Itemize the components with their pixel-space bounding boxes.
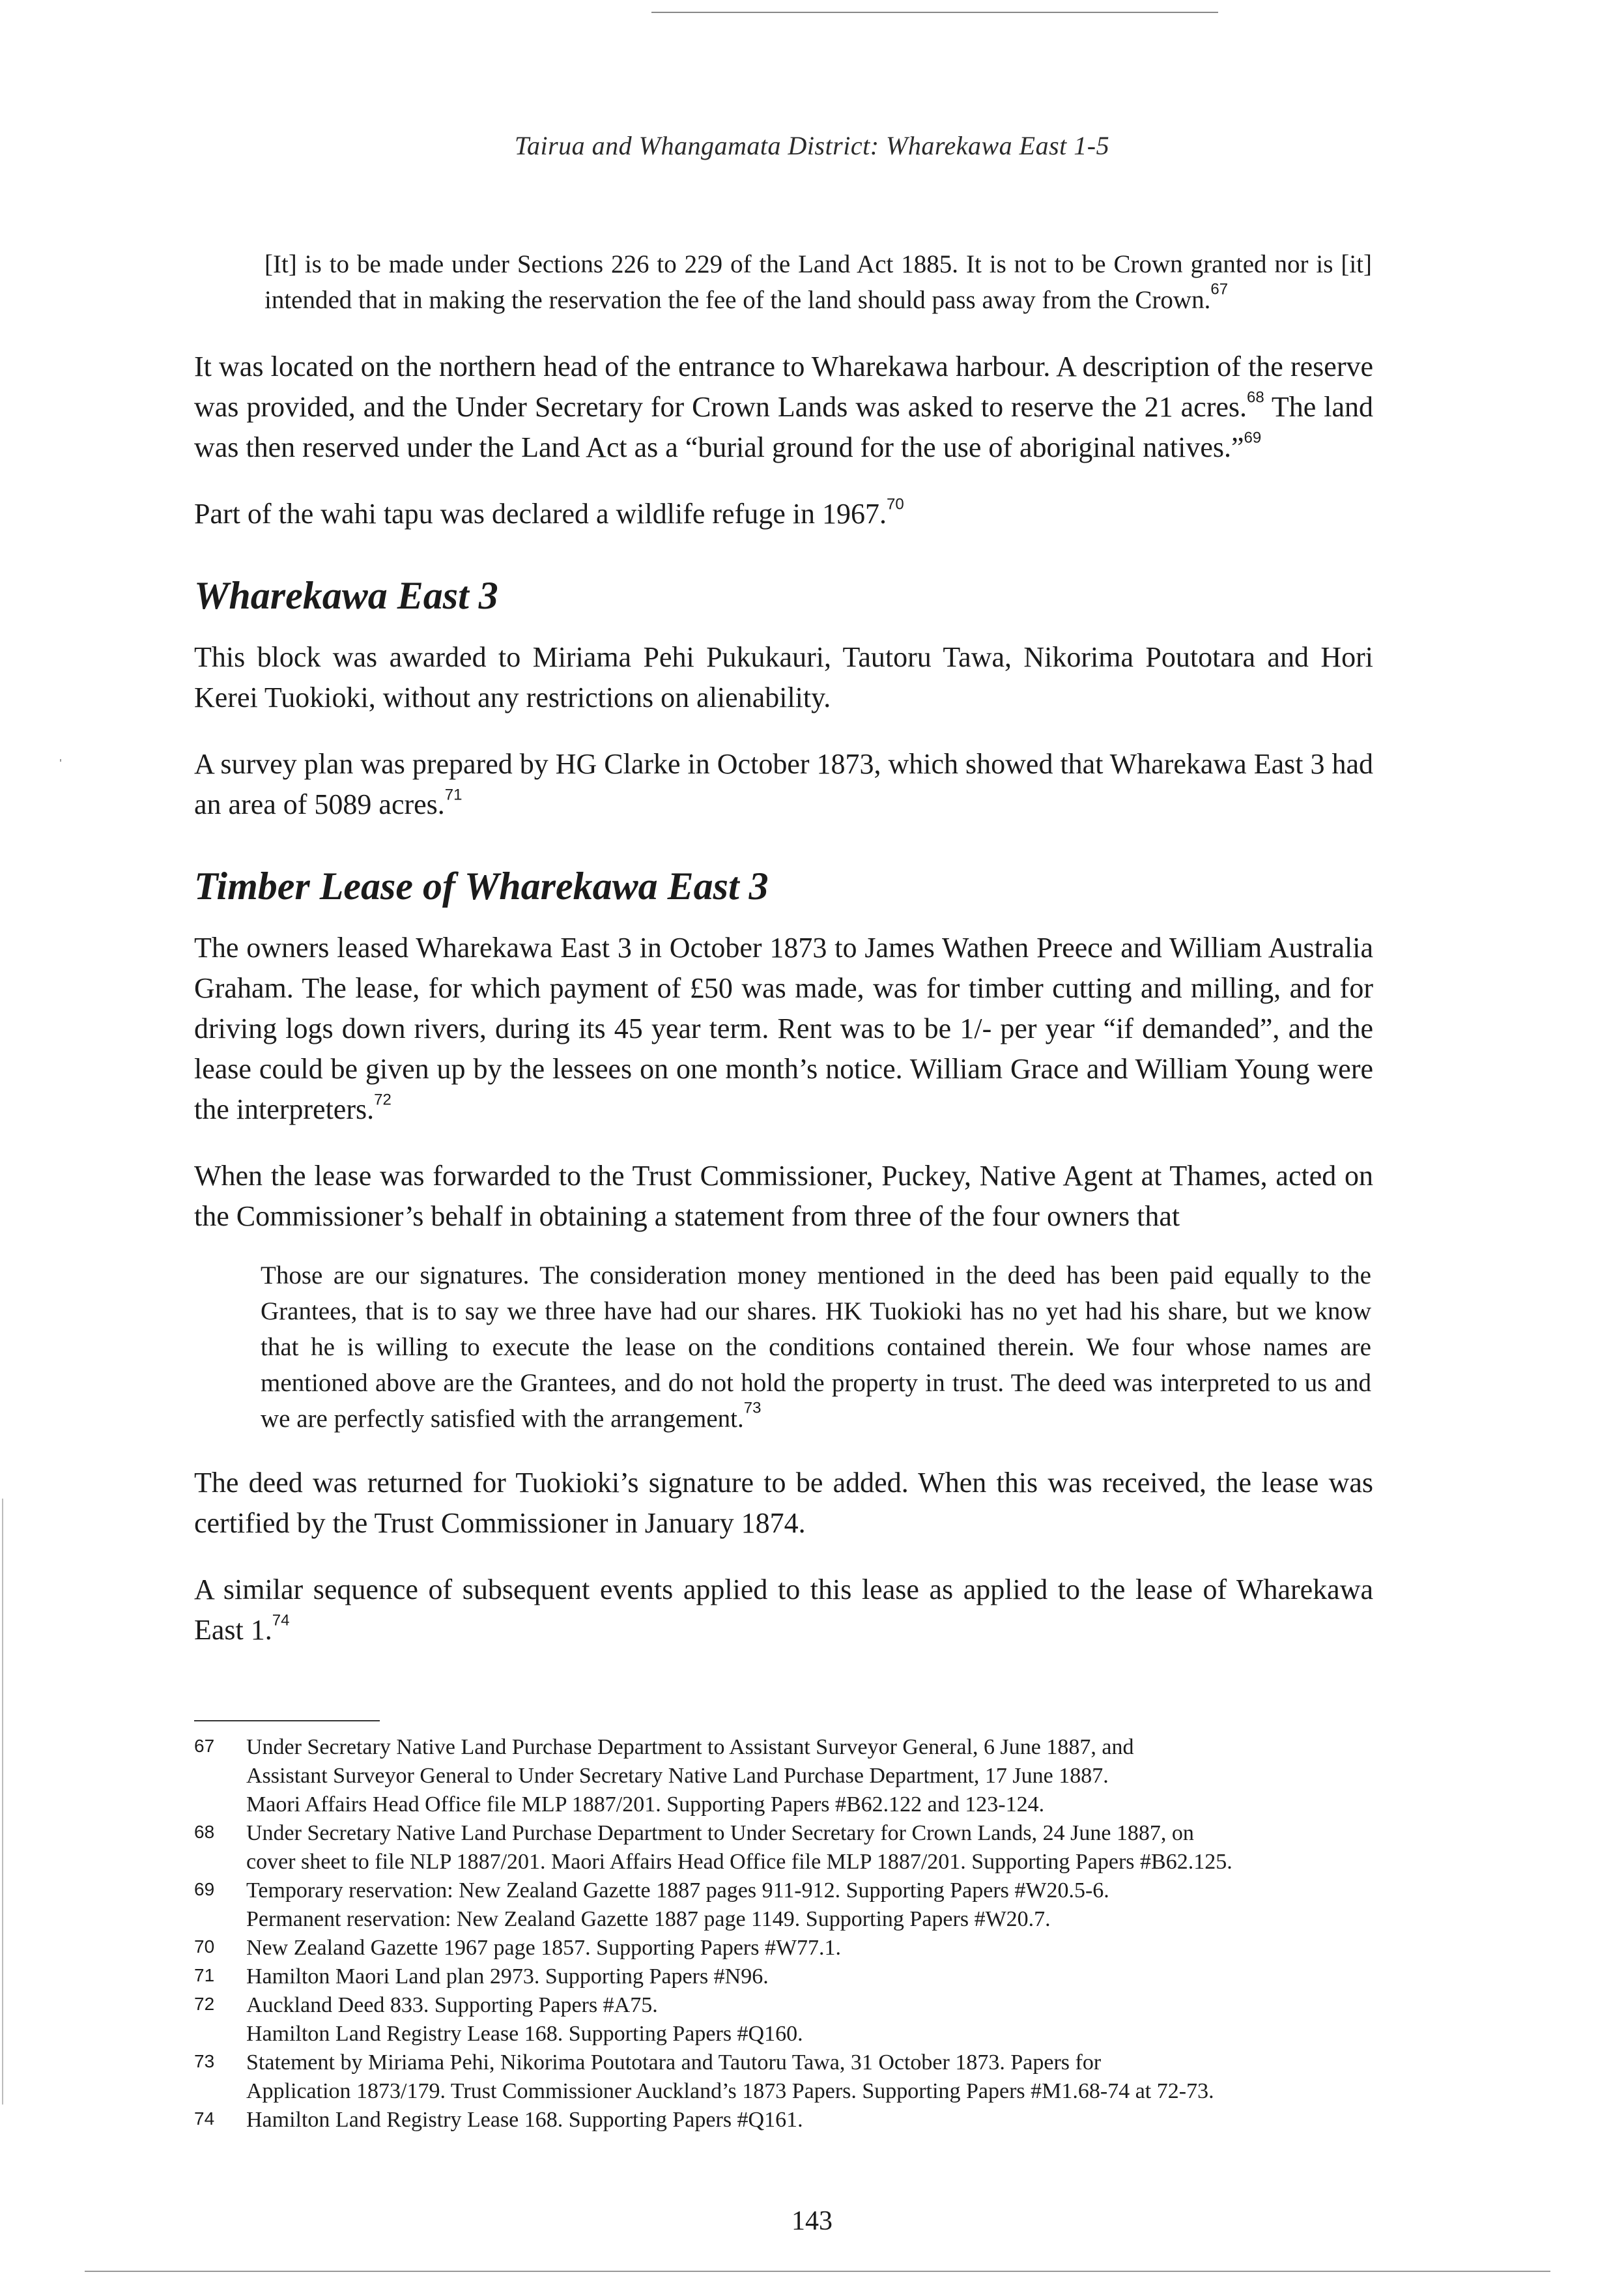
footnote-line: Application 1873/179. Trust Commissioner Auckland’s 1873 Papers. Supporting Papers #M1.68-74 at 72-73. [246,2079,1214,2103]
running-head: Tairua and Whangamata District: Wharekawa East 1-5 [514,131,1110,160]
paragraph [194,1463,1373,1544]
footnote-ref[interactable]: 74 [272,1611,290,1630]
footnote [194,1876,1375,1934]
footnote-ref[interactable]: 71 [444,786,463,804]
footnote-ref[interactable]: 67 [1210,280,1229,298]
paragraph [194,744,1373,825]
section-heading: Wharekawa East 3 [194,574,498,617]
footnote-number: 69 [194,1879,215,1899]
paragraph [194,928,1373,1130]
paragraph-text: A survey plan was prepared by HG Clarke in October 1873, which showed that Wharekawa East 3 had an area of 5089 acres. [194,748,1373,820]
footnote [194,1934,1375,1962]
footnote-line: Auckland Deed 833. Supporting Papers #A75. [246,1993,658,2017]
top-scan-rule [651,12,1218,13]
paragraph [194,1570,1373,1650]
footnote-line: Under Secretary Native Land Purchase Department to Under Secretary for Crown Lands, 24 June 1887, on [246,1821,1194,1845]
paragraph-text: The land was then reserved under the Land Act as a “burial ground for the use of aboriginal natives.” [194,391,1373,463]
footnote-ref[interactable]: 72 [374,1091,392,1109]
footnote-ref[interactable]: 69 [1244,429,1262,447]
paragraph [194,347,1373,468]
paragraph [194,637,1373,718]
footnote-line: Hamilton Land Registry Lease 168. Supporting Papers #Q161. [246,2108,803,2132]
footnote-line: Temporary reservation: New Zealand Gazette 1887 pages 911-912. Supporting Papers #W20.5-6. [246,1878,1109,1903]
footnote-number: 74 [194,2108,215,2129]
paragraph-text: The owners leased Wharekawa East 3 in October 1873 to James Wathen Preece and William Australia Graham. The lease, for which payment of £50 was made, was for timber cutting and milling, and for driving logs down rivers, during its 45 year term. Rent was to be 1/- per year “if demanded”, and the lease could be given up by the lessees on one month’s notice. William Grace and William Young were the interpreters. [194,932,1373,1125]
footnote [194,1991,1375,2048]
footnote-ref[interactable]: 68 [1247,388,1264,407]
footnote [194,1733,1375,1819]
footnote-line: Maori Affairs Head Office file MLP 1887/201. Supporting Papers #B62.122 and 123-124. [246,1792,1045,1817]
footnote [194,1819,1375,1876]
footnote [194,2048,1375,2106]
bottom-scan-rule [85,2271,1550,2272]
margin-mark [60,759,61,762]
paragraph-text: The deed was returned for Tuokioki’s signature to be added. When this was received, the lease was certified by the Trust Commissioner in January 1874. [194,1467,1373,1539]
footnote-line: New Zealand Gazette 1967 page 1857. Supporting Papers #W77.1. [246,1936,842,1960]
footnote-ref[interactable]: 73 [743,1399,762,1417]
main-text [194,246,1373,1676]
quote-text: [It] is to be made under Sections 226 to 229 of the Land Act 1885. It is not to be Crown granted nor is [it] intended that in making the reservation the fee of the land should pass away from the Crown. [264,250,1372,314]
paragraph-text: When the lease was forwarded to the Trust Commissioner, Puckey, Native Agent at Thames, acted on the Commissioner’s behalf in obtaining a statement from three of the four owners that [194,1160,1373,1232]
footnote [194,1962,1375,1991]
footnote [194,2106,1375,2134]
footnote-line: Assistant Surveyor General to Under Secretary Native Land Purchase Department, 17 June 1887. [246,1764,1109,1788]
footnote-line: Permanent reservation: New Zealand Gazette 1887 page 1149. Supporting Papers #W20.7. [246,1907,1051,1931]
paragraph-text: A similar sequence of subsequent events applied to this lease as applied to the lease of Wharekawa East 1. [194,1574,1373,1646]
paragraph-text: Part of the wahi tapu was declared a wildlife refuge in 1967. [194,498,887,530]
footnotes [194,1733,1375,2134]
footnote-line: Hamilton Land Registry Lease 168. Supporting Papers #Q160. [246,2022,803,2046]
paragraph [194,494,1373,534]
quote-text: Those are our signatures. The consideration money mentioned in the deed has been paid equally to the Grantees, that is to say we three have had our shares. HK Tuokioki has no yet had his share, but we know that he is willing to execute the lease on the conditions contained therein. We four whose names are mentioned above are the Grantees, and do not hold the property in trust. The deed was interpreted to us and we are perfectly satisfied with the arrangement. [261,1261,1371,1433]
section-heading: Timber Lease of Wharekawa East 3 [194,865,769,908]
footnote-number: 73 [194,2051,215,2071]
footnote-line: Statement by Miriama Pehi, Nikorima Poutotara and Tautoru Tawa, 31 October 1873. Papers for [246,2050,1102,2075]
footnote-line: cover sheet to file NLP 1887/201. Maori Affairs Head Office file MLP 1887/201. Supporting Papers #B62.125. [246,1850,1232,1874]
footnote-ref[interactable]: 70 [886,495,904,513]
footnote-number: 70 [194,1936,215,1957]
footnote-line: Under Secretary Native Land Purchase Department to Assistant Surveyor General, 6 June 1887, and [246,1735,1134,1759]
footnote-number: 67 [194,1736,215,1756]
footnote-rule [194,1720,380,1721]
paragraph-text: This block was awarded to Miriama Pehi Pukukauri, Tautoru Tawa, Nikorima Poutotara and Hori Kerei Tuokioki, without any restrictions on alienability. [194,641,1373,713]
footnote-line: Hamilton Maori Land plan 2973. Supporting Papers #N96. [246,1964,769,1989]
block-quote-1 [264,246,1372,318]
footnote-number: 71 [194,1965,215,1985]
paragraph [194,1156,1373,1237]
scan-edge [2,1499,3,2105]
paragraph-text: It was located on the northern head of the entrance to Wharekawa harbour. A description of the reserve was provided, and the Under Secretary for Crown Lands was asked to reserve the 21 acres. [194,351,1373,423]
footnote-number: 72 [194,1994,215,2014]
block-quote-2 [261,1257,1371,1437]
footnote-number: 68 [194,1822,215,1842]
page-number: 143 [791,2206,833,2236]
